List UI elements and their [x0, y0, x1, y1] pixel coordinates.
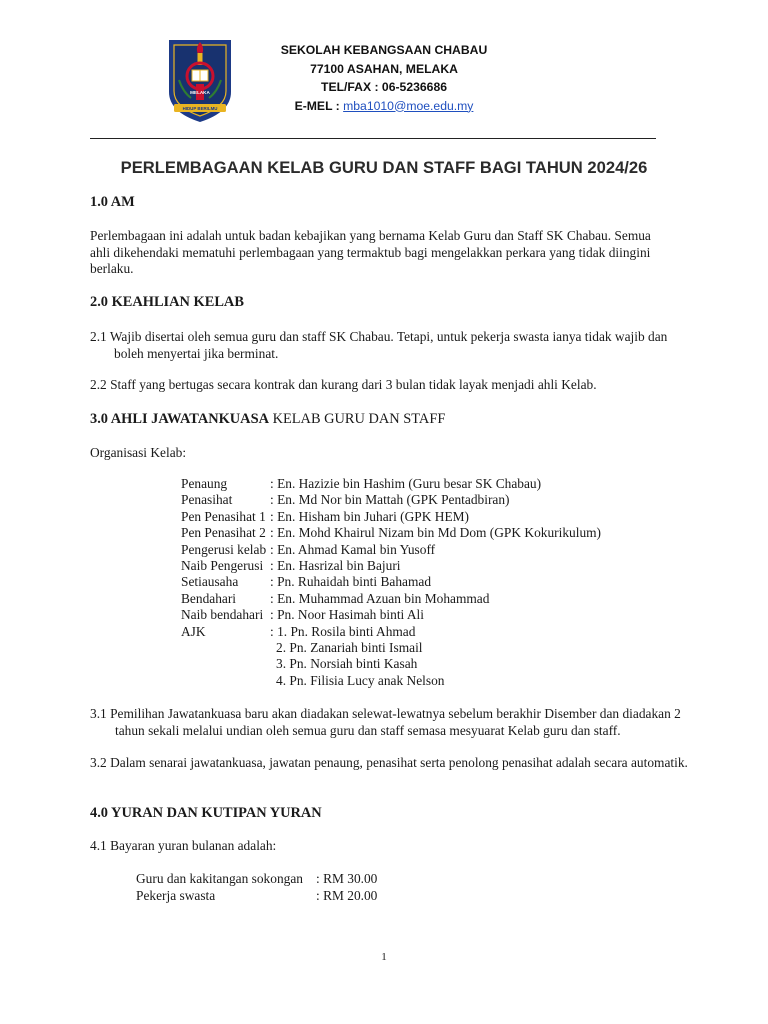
section-1-paragraph: Perlembagaan ini adalah untuk badan kebajikan yang bernama Kelab Guru dan Staff SK Chabau. Semua ahli dikehendaki mematuhi perlembagaan yang termaktub bagi mengelakkan perkara yang tidak diingini berlaku. [90, 228, 651, 277]
section-3-heading-main: 3.0 AHLI JAWATANKUASA [90, 411, 269, 427]
org-row [181, 492, 601, 508]
document-title: PERLEMBAGAAN KELAB GURU DAN STAFF BAGI TAHUN 2024/26 [120, 158, 648, 177]
section-3-item-1: 3.1 Pemilihan Jawatankuasa baru akan diadakan selewat-lewatnya sebelum berakhir Disember dan diadakan 2 tahun sekali melalui undian oleh semua guru dan staff semasa mesyuarat Kelab guru dan staff. [90, 706, 681, 738]
fee-list [136, 870, 377, 904]
section-3-heading [90, 411, 445, 428]
org-role: Bendahari [181, 590, 237, 606]
org-row [181, 542, 601, 558]
header-divider [90, 138, 656, 139]
fee-amount: : RM 20.00 [316, 888, 378, 903]
fee-amount: : RM 30.00 [316, 871, 378, 886]
ajk-row [181, 656, 601, 672]
ajk-member: 3. Pn. Norsiah binti Kasah [276, 656, 418, 672]
school-logo [165, 34, 235, 124]
school-telfax: TEL/FAX : 06-5236686 [321, 80, 447, 94]
ajk-member: 2. Pn. Zanariah binti Ismail [276, 639, 423, 655]
org-name: : 1. Pn. Rosila binti Ahmad [270, 623, 416, 639]
school-address: 77100 ASAHAN, MELAKA [310, 61, 458, 76]
org-row [181, 525, 601, 541]
section-2-item-2: 2.2 Staff yang bertugas secara kontrak dan kurang dari 3 bulan tidak layak menjadi ahli Kelab. [90, 377, 597, 392]
section-2-heading: 2.0 KEAHLIAN KELAB [90, 294, 244, 310]
school-email-line [260, 97, 508, 116]
org-list [181, 476, 601, 689]
email-label: E-MEL : [294, 98, 340, 113]
org-row [181, 558, 601, 574]
org-name: : En. Hazizie bin Hashim (Guru besar SK Chabau) [270, 476, 542, 491]
org-role: Naib bendahari [181, 607, 264, 623]
org-name: : En. Ahmad Kamal bin Yusoff [270, 541, 436, 557]
ajk-row [181, 640, 601, 656]
section-3-heading-rest: KELAB GURU DAN STAFF [268, 411, 446, 427]
org-row [181, 574, 601, 590]
fee-label: Guru dan kakitangan sokongan [136, 871, 303, 886]
org-role: Penaung [181, 476, 228, 491]
logo-motto: HIDUP BERILMU [182, 106, 218, 111]
org-row [181, 624, 601, 640]
org-row [181, 476, 601, 492]
email-link[interactable]: mba1010@moe.edu.my [343, 98, 474, 113]
fee-label: Pekerja swasta [136, 888, 216, 903]
ajk-row [181, 673, 601, 689]
section-4-item-1: 4.1 Bayaran yuran bulanan adalah: [90, 838, 277, 853]
logo-top-text: MELAKA [190, 90, 210, 95]
section-1-heading: 1.0 AM [90, 194, 135, 210]
org-name: : En. Muhammad Azuan bin Mohammad [270, 590, 490, 606]
org-row [181, 509, 601, 525]
org-role: Setiausaha [181, 574, 239, 590]
org-row [181, 591, 601, 607]
org-name: : Pn. Noor Hasimah binti Ali [270, 607, 424, 623]
section-3-item-2: 3.2 Dalam senarai jawatankuasa, jawatan penaung, penasihat serta penolong penasihat adalah secara automatik. [90, 755, 688, 770]
ajk-member: 4. Pn. Filisia Lucy anak Nelson [276, 672, 445, 688]
school-name: SEKOLAH KEBANGSAAN CHABAU [280, 43, 488, 57]
fee-row [136, 870, 377, 887]
section-2-item-1: 2.1 Wajib disertai oleh semua guru dan staff SK Chabau. Tetapi, untuk pekerja swasta ianya tidak wajib dan boleh menyertai jika berminat. [90, 329, 668, 361]
org-role: Naib Pengerusi [181, 557, 264, 573]
org-name: : En. Md Nor bin Mattah (GPK Pentadbiran) [270, 492, 510, 508]
org-name: : Pn. Ruhaidah binti Bahamad [270, 574, 432, 590]
org-role: Pen Penasihat 2 [181, 525, 266, 541]
school-header [260, 41, 508, 115]
section-4-heading: 4.0 YURAN DAN KUTIPAN YURAN [90, 805, 322, 821]
org-row [181, 607, 601, 623]
org-role: Pengerusi kelab [181, 541, 267, 557]
org-role: Penasihat [181, 492, 233, 508]
org-name: : En. Mohd Khairul Nizam bin Md Dom (GPK Kokurikulum) [270, 525, 602, 541]
org-role: Pen Penasihat 1 [181, 508, 266, 524]
org-name: : En. Hisham bin Juhari (GPK HEM) [270, 508, 469, 524]
page-number: 1 [381, 951, 387, 963]
org-name: : En. Hasrizal bin Bajuri [270, 557, 401, 573]
fee-row [136, 887, 377, 904]
org-label: Organisasi Kelab: [90, 445, 187, 460]
org-role: AJK [181, 623, 206, 639]
